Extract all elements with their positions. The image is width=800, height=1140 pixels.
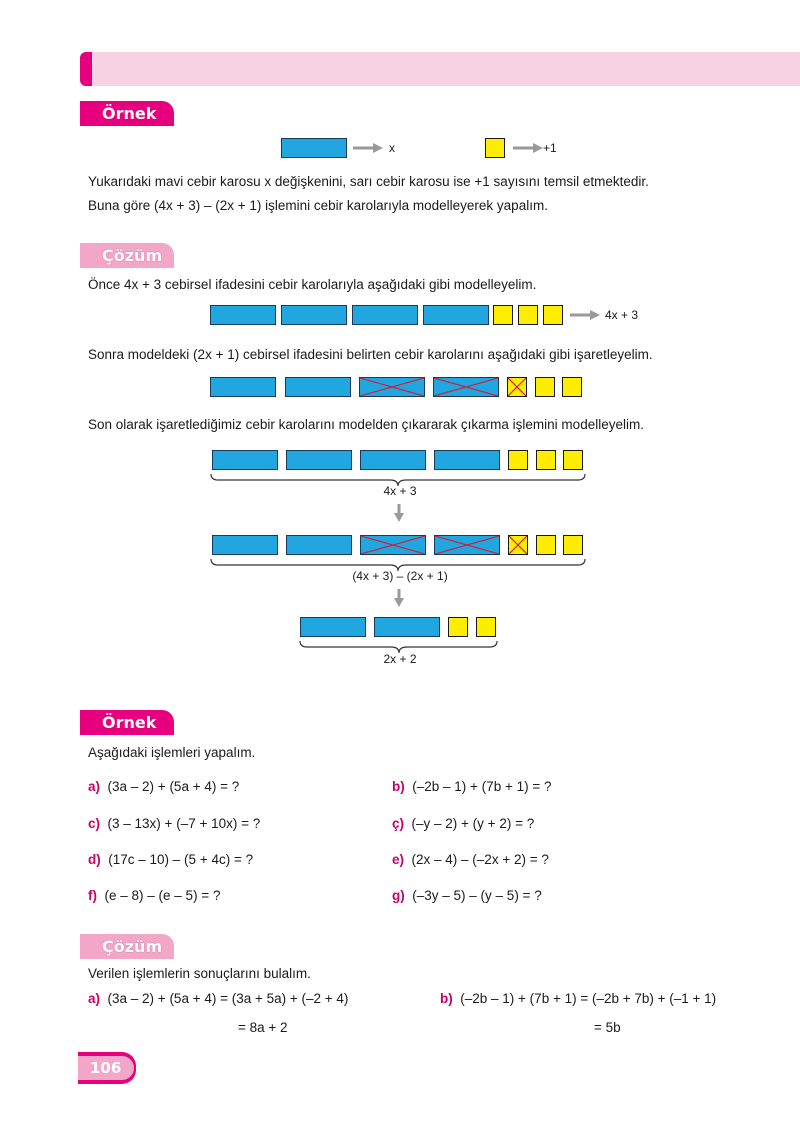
unit-tile-crossed: [507, 377, 527, 397]
paragraph: Aşağıdaki işlemleri yapalım.: [88, 745, 256, 760]
brace-label: (4x + 3) – (2x + 1): [352, 569, 448, 583]
arrow-down-icon: [394, 589, 404, 607]
problem-label: f): [88, 888, 97, 903]
problem-f: [88, 887, 220, 905]
problem-expr: (2x – 4) – (–2x + 2) = ?: [411, 852, 549, 867]
solution-tag: Çözüm: [80, 243, 174, 268]
solution-label: a): [88, 991, 101, 1006]
unit-tile: [535, 377, 555, 397]
unit-tile: [563, 450, 583, 470]
x-tile: [360, 450, 426, 470]
problem-c: [88, 815, 260, 833]
problem-expr: (3a – 2) + (5a + 4) = ?: [107, 779, 240, 794]
x-tile-crossed: [434, 535, 500, 555]
unit-tile-crossed: [508, 535, 528, 555]
problem-label: e): [392, 852, 405, 867]
unit-tile: [562, 377, 582, 397]
solution-expr: (3a – 2) + (5a + 4) = (3a + 5a) + (–2 + 4): [107, 991, 349, 1006]
problem-expr: (–3y – 5) – (y – 5) = ?: [412, 888, 542, 903]
legend-yellow-label: +1: [543, 141, 557, 155]
unit-tile: [508, 450, 528, 470]
unit-tile: [543, 305, 563, 325]
x-tile: [300, 617, 366, 637]
problem-a: [88, 778, 239, 796]
x-tile: [210, 305, 276, 325]
problem-d: [88, 851, 253, 869]
unit-tile: [536, 535, 556, 555]
x-tile: [210, 377, 276, 397]
header-band: [80, 52, 800, 86]
problem-g: [392, 887, 542, 905]
x-tile: [281, 305, 347, 325]
brace-label: 4x + 3: [383, 484, 417, 498]
solution-label: b): [440, 991, 453, 1006]
legend-blue-tile: [281, 138, 347, 158]
problem-expr: (–y – 2) + (y + 2) = ?: [411, 816, 535, 831]
unit-tile: [518, 305, 538, 325]
problem-label: b): [392, 779, 405, 794]
arrow-right-icon: [353, 143, 383, 153]
problem-c-cedilla: [392, 815, 534, 833]
problem-label: g): [392, 888, 405, 903]
solution-expr: (–2b – 1) + (7b + 1) = (–2b + 7b) + (–1 + 1): [460, 991, 717, 1006]
problem-e: [392, 851, 549, 869]
x-tile-crossed: [359, 377, 425, 397]
header-band-accent: [80, 52, 92, 86]
x-tile: [286, 535, 352, 555]
x-tile: [286, 450, 352, 470]
brace-label: 2x + 2: [383, 652, 417, 666]
problem-label: ç): [392, 816, 405, 831]
problem-label: d): [88, 852, 101, 867]
x-tile: [212, 450, 278, 470]
unit-tile: [536, 450, 556, 470]
paragraph: Sonra modeldeki (2x + 1) cebirsel ifadesini belirten cebir karolarını aşağıdaki gibi işaretleyelim.: [88, 347, 653, 362]
arrow-right-icon: [570, 310, 600, 320]
x-tile: [352, 305, 418, 325]
problem-expr: (17c – 10) – (5 + 4c) = ?: [108, 852, 254, 867]
solution-b-line1: [440, 990, 716, 1008]
solution-tag: Çözüm: [80, 934, 174, 959]
paragraph: Önce 4x + 3 cebirsel ifadesini cebir karolarıyla aşağıdaki gibi modelleyelim.: [88, 277, 537, 292]
problem-expr: (–2b – 1) + (7b + 1) = ?: [412, 779, 552, 794]
x-tile: [285, 377, 351, 397]
legend-yellow-tile: [485, 138, 505, 158]
problem-label: a): [88, 779, 101, 794]
x-tile-crossed: [360, 535, 426, 555]
legend-blue-label: x: [389, 141, 395, 155]
paragraph: Yukarıdaki mavi cebir karosu x değişkenini, sarı cebir karosu ise +1 sayısını temsil etmektedir.: [88, 174, 649, 189]
paragraph: Verilen işlemlerin sonuçlarını bulalım.: [88, 966, 311, 981]
problem-b: [392, 778, 551, 796]
page-number: 106: [78, 1056, 134, 1080]
unit-tile: [448, 617, 468, 637]
paragraph: Son olarak işaretlediğimiz cebir karolarını modelden çıkararak çıkarma işlemini modelleyelim.: [88, 417, 644, 432]
solution-b-line2: = 5b: [594, 1020, 621, 1035]
example-tag: Örnek: [80, 710, 174, 735]
arrow-right-icon: [513, 143, 543, 153]
unit-tile: [563, 535, 583, 555]
x-tile-crossed: [433, 377, 499, 397]
unit-tile: [493, 305, 513, 325]
example-tag: Örnek: [80, 101, 174, 126]
model-label: 4x + 3: [605, 308, 639, 322]
x-tile: [374, 617, 440, 637]
solution-a-line1: [88, 990, 348, 1008]
problem-expr: (3 – 13x) + (–7 + 10x) = ?: [107, 816, 261, 831]
arrow-down-icon: [394, 504, 404, 522]
unit-tile: [476, 617, 496, 637]
x-tile: [212, 535, 278, 555]
paragraph: Buna göre (4x + 3) – (2x + 1) işlemini cebir karolarıyla modelleyerek yapalım.: [88, 198, 548, 213]
problem-label: c): [88, 816, 101, 831]
problem-expr: (e – 8) – (e – 5) = ?: [104, 888, 221, 903]
x-tile: [434, 450, 500, 470]
solution-a-line2: = 8a + 2: [238, 1020, 288, 1035]
x-tile: [423, 305, 489, 325]
